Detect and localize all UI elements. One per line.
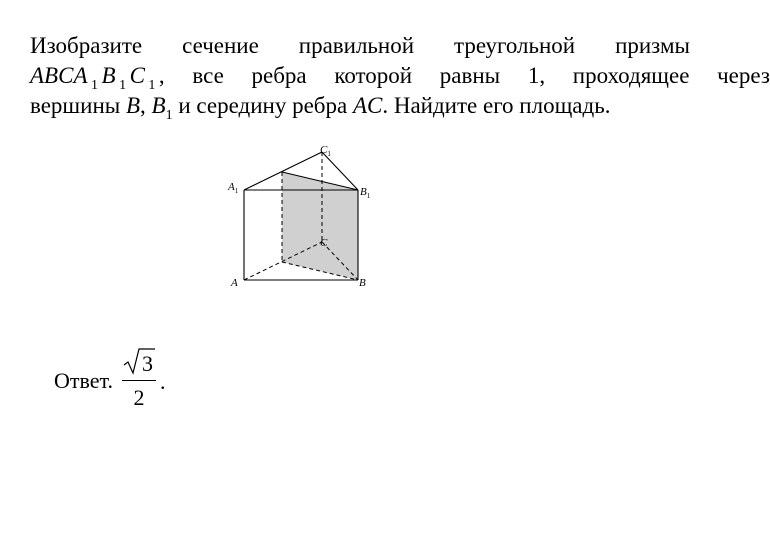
word: сечение xyxy=(182,33,259,58)
word: призмы xyxy=(615,33,690,58)
answer-period: . xyxy=(160,369,166,394)
word: проходящее xyxy=(572,63,690,88)
problem-line-3: вершины B, $B_1$ и середину ребра AC. Найдите его площадь. xyxy=(30,93,611,123)
label-c: C xyxy=(320,237,328,249)
word: треугольной xyxy=(454,33,576,58)
problem-line-2 xyxy=(30,61,770,91)
sqrt-symbol xyxy=(122,345,156,377)
prism-figure xyxy=(222,140,382,300)
word: Изобразите xyxy=(30,33,143,58)
word: которой xyxy=(334,63,413,88)
problem-line-1 xyxy=(30,31,690,61)
word: 1, xyxy=(527,63,546,88)
word: все xyxy=(192,63,224,88)
problem-statement xyxy=(30,31,770,123)
word: равны xyxy=(439,63,501,88)
section-polygon xyxy=(282,172,358,280)
denominator: 2 xyxy=(133,385,145,410)
word: ребра xyxy=(251,63,307,88)
label-a1: $A_1$ xyxy=(228,181,239,195)
word: правильной xyxy=(298,33,415,58)
label-b1: $B_1$ xyxy=(360,186,371,200)
radicand: 3 xyxy=(142,351,153,376)
label-c1: $C_1$ xyxy=(320,144,331,158)
answer-label: Ответ. xyxy=(54,368,113,393)
fraction-bar xyxy=(122,380,156,381)
prism-diagram xyxy=(222,140,382,295)
label-b: B xyxy=(359,277,366,289)
word: через xyxy=(717,63,770,88)
label-a: A xyxy=(231,277,238,289)
prism-name: ABCA $_1$ B $_1$ C $_1$ , xyxy=(30,63,165,93)
